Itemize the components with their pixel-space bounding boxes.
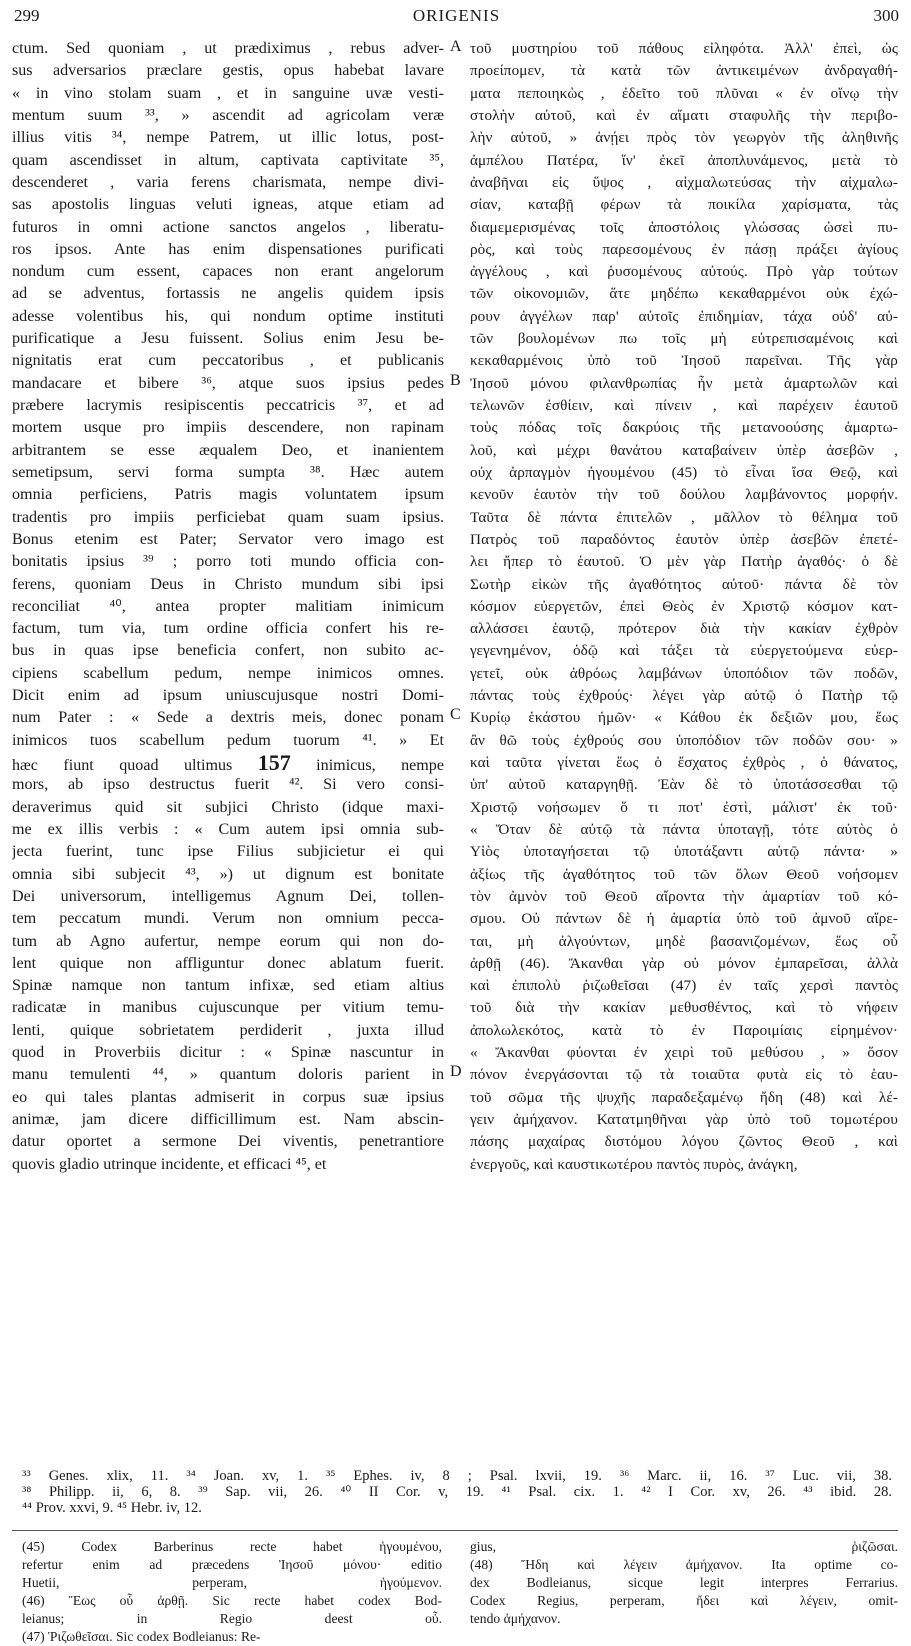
latin-text-line: radicatæ in manibus cujuscunque per vitium temu- — [12, 999, 444, 1017]
footnote-line: refertur enim ad præcedens Ἰησοῦ μόνου· editio — [22, 1557, 442, 1572]
greek-text-line: τελωνῶν ἐσθίειν, καὶ πίνειν , καὶ παρέχειν ἑαυτοῦ — [470, 397, 898, 414]
latin-text-line: datur oportet a sermone Dei viventis, penetrantiore — [12, 1133, 444, 1151]
footnote-line: Huetii, perperam, ἡγούμενον. — [22, 1575, 442, 1590]
latin-text-line: factum, tum via, tum ordine officia confert his re- — [12, 620, 444, 638]
latin-text-line: Dicit enim ad ipsum uniuscujusque nostri Domi- — [12, 687, 444, 705]
latin-text-line: quod in Proverbiis dicitur : « Spinæ nascuntur in — [12, 1044, 444, 1062]
latin-text-line: ros ipsos. Ante has enim dispensationes purificati — [12, 240, 444, 258]
latin-text-line: futuros in omni actione sanctos angelos , liberatu- — [12, 218, 444, 236]
greek-text-line: οὐχ ἁρπαγμὸν ἡγουμένου (45) τὸ εἶναι ἴσα Θεῷ, καὶ — [470, 463, 898, 481]
latin-text-line: præbere lacrymis resipiscentis peccatricis ³⁷, et ad — [12, 397, 444, 414]
latin-text-line: purificatique a Jesu fuissent. Solius enim Jesu be- — [12, 330, 444, 348]
latin-text-line: adesse volentibus his, qui nondum optime instituti — [12, 307, 444, 325]
greek-text-line: τοῦ διὰ τὴν κακίαν μεθυσθέντος, καὶ τὸ νήφειν — [470, 999, 898, 1017]
greek-text-line: ἂν θῶ τοὺς ἐχθρούς σου ὑποπόδιον τῶν ποδῶν σου· » — [470, 731, 898, 749]
greek-text-line: τῶν οἰκονομιῶν, ἅτε μηδέπω κεκαθαρμένοι οὐκ ἐχώ- — [470, 285, 898, 303]
greek-text-line: κενοῦν ἑαυτὸν τὴν τοῦ δούλου λαμβάνοντος μορφήν. — [470, 486, 898, 504]
greek-text-line: πάντας τοὺς ἐχθρούς· λέγει γὰρ αὐτῷ ὁ Πατὴρ τῷ — [470, 687, 898, 705]
greek-text-line: αλλάσσει ἑαυτῷ, πρότερον διὰ τὴν κακίαν ἐχθρὸν — [470, 620, 898, 638]
latin-text-line: sas apostolis linguas veluti igneas, atque etiam ad — [12, 196, 444, 214]
latin-text-line: ctum. Sed quoniam , ut prædiximus , rebus adver- — [12, 40, 444, 57]
footnote-divider — [12, 1530, 898, 1531]
scripture-references — [22, 1468, 892, 1516]
greek-text-line: Σωτὴρ εἰκὼν τῆς ἀγαθότητος αὐτοῦ· πάντα δὲ τὸν — [470, 575, 898, 593]
latin-text-line: inimicos tuos scabellum pedum tuorum ⁴¹. » Et — [12, 731, 444, 749]
greek-text-line: λει ἤπερ τὸ ἑαυτοῦ. Ὁ μὲν γὰρ Πατὴρ ἀγαθός· ὁ δὲ — [470, 553, 898, 571]
latin-text-line: nondum cum essent, capaces non erant angelorum — [12, 263, 444, 281]
footnote-line: tendo ἀμήχανον. — [470, 1611, 561, 1626]
latin-text-line: me ex illis verbis : « Cum autem ipsi omnia sub- — [12, 820, 444, 838]
footnote-line: (48) Ἤδη καὶ λέγειν ἀμήχανον. Ita optime co- — [470, 1557, 898, 1572]
greek-text-line: Χριστῷ νοήσωμεν ὅ τι ποτ' ἐστὶ, μάλιστ' ἐκ τοῦ· — [470, 798, 898, 816]
page-number-right: 300 — [873, 6, 899, 25]
greek-text-line: « Ὅταν δὲ αὐτῷ τὰ πάντα ὑποταγῇ, τότε αὐτὸς ὁ — [470, 820, 898, 838]
greek-text-line: ὑπ' αὐτοῦ καταργηθῇ. Ἐὰν δὲ τὸ ὑποτάσσεσθαι τῷ — [470, 776, 898, 794]
latin-text-line: illius vitis ³⁴, nempe Patrem, ut illic lotus, post- — [12, 129, 444, 147]
greek-text-line: γετεῖ, οὐκ ἀθρόως λαμβάνων ὑποπόδιον τῶν ποδῶν, — [470, 664, 898, 682]
greek-text-line: καὶ ταῦτα γίνεται ἕως ὁ ἔσχατος ἐχθρὸς , ὁ θάνατος, — [470, 754, 898, 771]
latin-text-line: omnia perficiens, Patris magis voluntatem ipsum — [12, 486, 444, 504]
latin-text-line: Bonus etenim est Pater; Servator vero imago est — [12, 530, 444, 548]
scripture-note-line: ³⁸ Philipp. ii, 6, 8. ³⁹ Sap. vii, 26. ⁴⁰ II Cor. v, 19. ⁴¹ Psal. cix. 1. ⁴² I Cor. xv, 26. ⁴³ ibid. 28. — [22, 1484, 892, 1500]
latin-text-line: ad se adventus, fortassis ne angelis quidem ipsis — [12, 285, 444, 303]
greek-text-line: πάσης μαχαίρας διστόμου λόγου ζῶντος Θεοῦ , καὶ — [470, 1133, 898, 1151]
latin-text-line: jecta fuerint, tunc ipse Filius subjicietur ei qui — [12, 843, 444, 861]
scripture-note-line: ⁴⁴ Prov. xxvi, 9. ⁴⁵ Hebr. iv, 12. — [22, 1500, 202, 1516]
latin-text-line: animæ, jam dicere difficillimum est. Nam abscin- — [12, 1111, 444, 1128]
greek-text-line: ἀναβῆναι εἰς ὕψος , αἰχμαλωτεύσας τὴν αἰχμαλω- — [470, 173, 898, 191]
greek-text-line: προείπομεν, τὰ κατὰ τῶν ἀντικειμένων ἀνδραγαθή- — [470, 62, 898, 80]
latin-text-line: lenti, quique sobrietatem perdiderit , juxta illud — [12, 1021, 444, 1039]
latin-text-line: num Pater : « Sede a dextris meis, donec ponam — [12, 709, 444, 727]
greek-text-line: « Ἄκανθαι φύονται ἐν χειρὶ τοῦ μεθύσου , » ὅσον — [470, 1044, 898, 1062]
greek-text-line: ἀμπέλου Πατέρα, ἵν' ἐκεῖ ἀποπλυνάμενος, μετὰ τὸ — [470, 151, 898, 169]
latin-text-line: mentum suum ³³, » ascendit ad agricolam veræ — [12, 106, 444, 124]
latin-text-line: arbitrantem se esse æqualem Deo, et inanientem — [12, 441, 444, 459]
running-header — [14, 6, 899, 30]
greek-text-line: Ταῦτα δὲ πάντα ἐπιτελῶν , μᾶλλον τὸ θέλημα τοῦ — [470, 508, 898, 526]
greek-text-line: λοῦ, καὶ μέχρι θανάτου καταβαίνειν ὑπὲρ ἀσεβῶν , — [470, 441, 898, 459]
latin-text-line: manu temulenti ⁴⁴, » quantum doloris parient in — [12, 1066, 444, 1084]
section-marker-a: A — [450, 38, 462, 55]
latin-text-line: deraverimus quid sit subjici Christo (idque maxi- — [12, 798, 444, 816]
greek-text-line: κεκαθαρμένοις ὑπὸ τοῦ Ἰησοῦ παρεῖναι. Τῆς γὰρ — [470, 352, 898, 370]
greek-text-line: Ἰησοῦ μόνου φιλανθρωπίας ἦν μετὰ ἁμαρτωλῶν καὶ — [470, 374, 898, 392]
greek-text-line: Υἱὸς ὑποταγήσεται τῷ ὑποτάξαντι αὐτῷ πάντα· » — [470, 843, 898, 861]
greek-text-line: καὶ ἐπιπολὺ ῥιζωθεῖσαι (47) ἐν ταῖς χερσὶ παντὸς — [470, 977, 898, 995]
greek-text-line: γεγενημένον, ὁδῷ καὶ τάξει τὰ εὐεργετούμενα εὐερ- — [470, 642, 898, 660]
latin-text-line: sus adversarios præclare gestis, opus habebat lavare — [12, 62, 444, 80]
latin-text-line: Spinæ namque non tantum infixæ, sed etiam altius — [12, 977, 444, 995]
latin-text-line: hæc fiunt quoad ultimus 157 inimicus, nempe — [12, 752, 444, 775]
latin-text-line: eo qui tales plantas admiserit in corpus suæ ipsius — [12, 1088, 444, 1106]
latin-text-line: semetipsum, servi forma sumpta ³⁸. Hæc autem — [12, 463, 444, 481]
footnote-line: (46) Ἕως οὗ ἀρθῇ. Sic recte habet codex Bod- — [22, 1593, 442, 1608]
embedded-page-number: 157 — [257, 752, 291, 775]
section-marker-d: D — [450, 1063, 462, 1080]
greek-text-line: ἀξίως τῆς ἀγαθότητος τοῦ τῶν ὅλων Θεοῦ νοήσομεν — [470, 865, 898, 883]
greek-text-line: ἐνεργοῦς, καὶ καυστικωτέρου παντὸς πυρὸς, ἀνάγκη, — [470, 1155, 798, 1173]
latin-text-line: Dei universorum, intelligemus Agnum Dei, tollen- — [12, 887, 444, 905]
greek-text-line: σίαν, καταβῇ φέρων τὰ ποικίλα χαρίσματα, τὰς — [470, 196, 898, 214]
latin-text-line: mortem usque pro impiis descendere, non rapinam — [12, 419, 444, 437]
greek-text-line: τοὺς πόδας τοῖς δακρύοις τῆς μετανοούσης ἁμαρτω- — [470, 419, 898, 437]
greek-column — [470, 38, 898, 1176]
footnotes-right — [470, 1538, 898, 1628]
latin-text-line: « in vino stolam suam , et in sanguine uvæ vesti- — [12, 84, 444, 102]
latin-text-line: quovis gladio utrinque incidente, et efficaci ⁴⁵, et — [12, 1155, 327, 1173]
latin-column — [12, 38, 444, 1176]
latin-text-line: ferens, quoniam Deus in Christo mundum sibi ipsi — [12, 575, 444, 593]
greek-text-line: Πατρὸς τοῦ παραδόντος ἑαυτὸν ὑπὲρ ἀσεβῶν ἐπετέ- — [470, 530, 898, 548]
latin-text-line: tum ab Agno aufertur, nempe eorum qui non do- — [12, 932, 444, 950]
greek-text-line: τοῦ μυστηρίου τοῦ πάθους εἰληφότα. Ἀλλ' ἐπεὶ, ὡς — [470, 40, 898, 57]
latin-text-line: reconciliat ⁴⁰, antea propter malitiam inimicum — [12, 597, 444, 615]
running-title: ORIGENIS — [412, 6, 501, 25]
latin-text-line: omnia sibi subjecit ⁴³, ») ut dignum est bonitate — [12, 865, 444, 883]
latin-text-line: lent quique non affliguntur donec ablatum fuerit. — [12, 954, 444, 972]
latin-text-line: bonitatis ipsius ³⁹ ; porro toti mundo officia con- — [12, 553, 444, 571]
greek-text-line: κόσμον εὐεργετῶν, ἐπεὶ Θεὸς ἐν Χριστῷ κόσμον κατ- — [470, 597, 898, 615]
greek-text-line: ἀρθῇ (46). Ἄκανθαι γὰρ οὐ μόνον ἐμπαρεῖσαι, ἀλλὰ — [470, 954, 898, 972]
latin-text-line: tradentis pro impiis perficiebat quam suam ipsius. — [12, 508, 444, 526]
greek-text-line: τῶν βουλομένων πω τοῖς μὴ εὐτρεπισαμένοις καὶ — [470, 330, 898, 348]
latin-text-line: mors, ab ipso destructus fuerit ⁴². Si vero consi- — [12, 776, 444, 794]
page-number-left: 299 — [14, 6, 40, 25]
section-marker-b: B — [450, 372, 461, 389]
greek-text-line: ρουν ἀγγέλων παρ' αὐτοῖς ἐπιδημίαν, τάχα οὐδ' αὐ- — [470, 307, 898, 325]
section-marker-c: C — [450, 706, 461, 723]
greek-text-line: τοῦ σῶμα τῆς ψυχῆς παραδεξαμένῳ ἤδη (48) καὶ λέ- — [470, 1088, 898, 1106]
greek-text-line: στολὴν αὐτοῦ, καὶ ἐν αἵματι σταφυλῆς τὴν περιβο- — [470, 106, 898, 124]
latin-text-line: quam ascendisset in altum, captivata captivitate ³⁵, — [12, 151, 444, 169]
greek-text-line: πόνον ἐνεργάσονται τῷ τὰ τοιαῦτα φυτὰ εἰς τὸ ἑαυ- — [470, 1066, 898, 1084]
greek-text-line: Κυρίῳ ἑκάστου ἡμῶν· « Κάθου ἐκ δεξιῶν μου, ἕως — [470, 709, 898, 727]
latin-text-line: bus in quas ipse beneficia confert, non subito ac- — [12, 642, 444, 660]
footnotes-left — [22, 1538, 442, 1646]
greek-text-line: ται, μὴ ἀλγούντων, μηδὲ βασανιζομένων, ἕως οὗ — [470, 932, 898, 950]
latin-text-line: nignitatis erat cum peccatoribus , et publicanis — [12, 352, 444, 370]
footnote-line: leianus; in Regio deest οὗ. — [22, 1611, 442, 1626]
greek-text-line: ἀπολωλεκότος, κατὰ τὸ ἐν Παροιμίαις εἰρημένον· — [470, 1021, 898, 1039]
latin-text-line: descenderet , varia ferens charismata, nempe divi- — [12, 173, 444, 191]
greek-text-line: διαμεμερισμένας τοῖς ἀποστόλοις γλώσσας ὡσεὶ πυ- — [470, 218, 898, 236]
greek-text-line: λὴν αὐτοῦ, » ἀνῄει πρὸς τὸν γεωργὸν τῆς ἀληθινῆς — [470, 129, 898, 147]
latin-text-line: tem peccatum mundi. Verum non omnium pecca- — [12, 910, 444, 928]
greek-text-line: τὸν ἀμνὸν τοῦ Θεοῦ αἴροντα τὴν ἁμαρτίαν τοῦ κό- — [470, 887, 898, 905]
greek-text-line: γειν ἀμήχανον. Κατατμηθῆναι γὰρ ὑπὸ τοῦ τομωτέρου — [470, 1111, 898, 1128]
latin-text-line: cipiens scabellum pedum, nempe inimicos omnes. — [12, 664, 444, 682]
greek-text-line: ρὸς, καὶ τοὺς παρεσομένους ἐν πάσῃ πράξει ἁγίους — [470, 240, 898, 258]
footnote-line: (45) Codex Barberinus recte habet ἡγουμένου, — [22, 1539, 442, 1554]
footnote-line: gius, ῥιζῶσαι. — [470, 1539, 898, 1554]
footnote-line: (47) Ῥιζωθεῖσαι. Sic codex Bodleianus: Re- — [22, 1629, 261, 1644]
latin-text-line: mandacare et bibere ³⁶, atque suos ipsius pedes — [12, 374, 444, 392]
greek-text-line: ματα πεποιηκὼς , ἐδεῖτο τοῦ πλῦναι « ἐν οἴνῳ τὴν — [470, 84, 898, 102]
greek-text-line: σμου. Οὐ πάντων δὲ ἡ ἁμαρτία ὑπὸ τοῦ ἀμνοῦ αἴρε- — [470, 910, 898, 928]
scripture-note-line: ³³ Genes. xlix, 11. ³⁴ Joan. xv, 1. ³⁵ Ephes. iv, 8 ; Psal. lxvii, 19. ³⁶ Marc. ii, 16. ³⁷ Luc. vii, 38. — [22, 1468, 892, 1484]
footnote-line: Codex Regius, perperam, ἤδει καὶ λέγειν, omit- — [470, 1593, 898, 1608]
footnote-line: dex Bodleianus, sicque legit interpres Ferrarius. — [470, 1575, 898, 1590]
greek-text-line: ἀγγέλους , καὶ ῥυσομένους αὐτούς. Πρὸ γὰρ τούτων — [470, 263, 898, 281]
